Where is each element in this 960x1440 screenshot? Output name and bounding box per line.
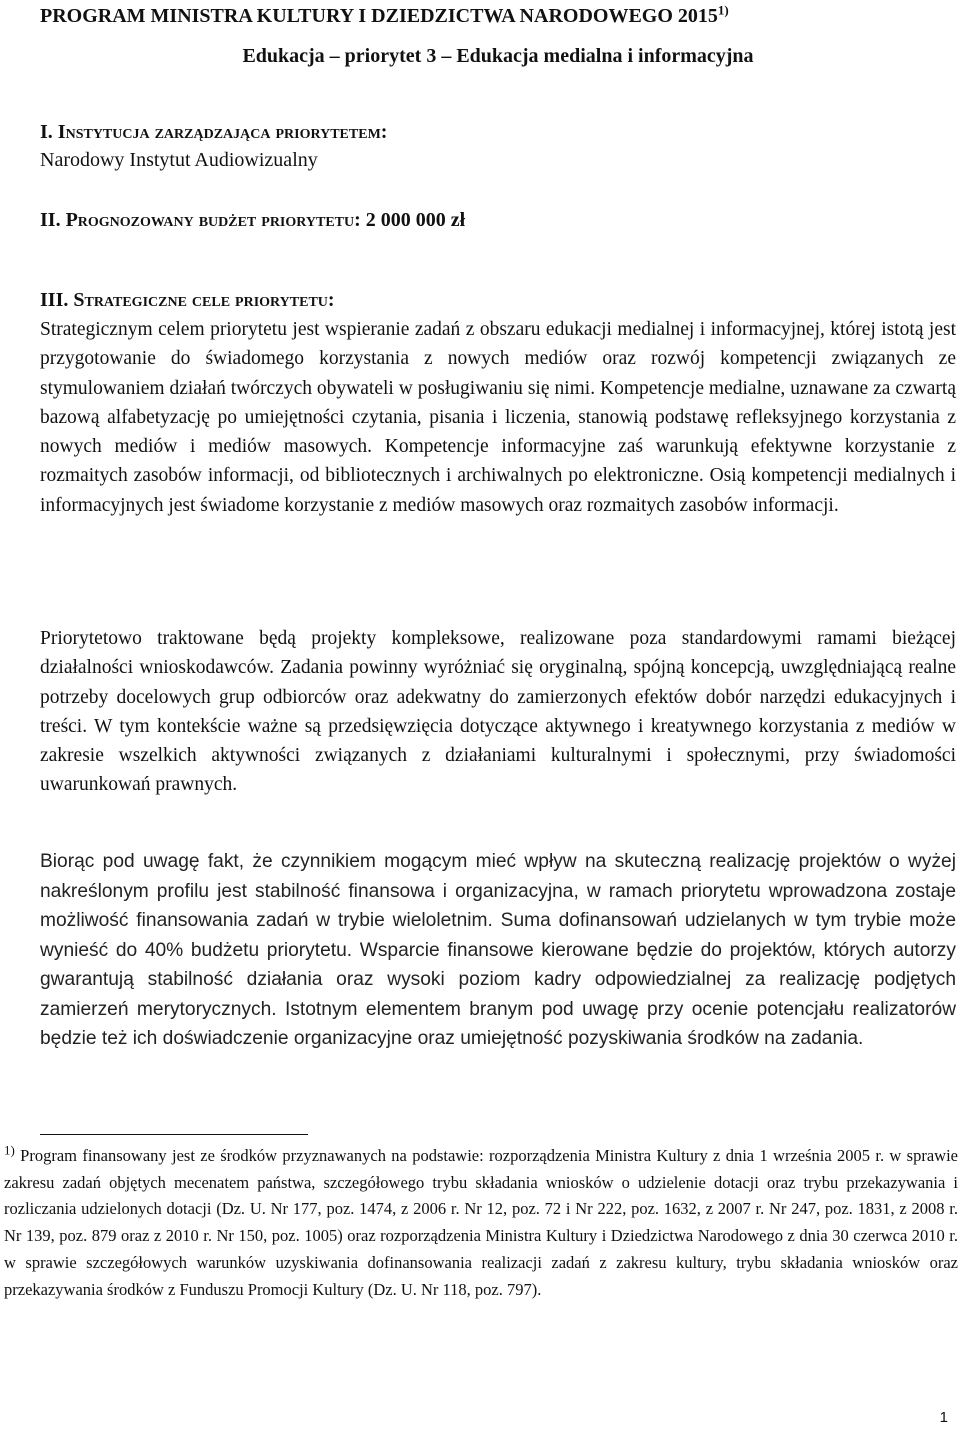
title-text: PROGRAM MINISTRA KULTURY I DZIEDZICTWA NARODOWEGO 2015 <box>40 5 718 27</box>
footnote-text: Program finansowany jest ze środków przyznawanych na podstawie: rozporządzenia Ministra Kultury z dnia 1 września 2005 r. w sprawie zakresu zadań objętych mecenatem państwa, szczegółowego trybu składania wniosków o udzielenie dotacji oraz trybu przekazywania i rozliczania udzielonych dotacji (Dz. U. Nr 177, poz. 1474, z 2006 r. Nr 12, poz. 72 i Nr 222, poz. 1632, z 2007 r. Nr 247, poz. 1831, z 2008 r. Nr 139, poz. 879 oraz z 2010 r. Nr 150, poz. 1005) oraz rozporządzenia Ministra Kultury i Dziedzictwa Narodowego z dnia 30 czerwca 2010 r. w sprawie szczegółowych warunków uzyskiwania dofinansowania realizacji zadań z zakresu kultury, trybu składania wniosków oraz przekazywania środków z Funduszu Promocji Kultury (Dz. U. Nr 118, poz. 797). <box>4 1146 958 1299</box>
section-2-title: Prognozowany budżet priorytetu: <box>65 209 366 231</box>
section-3-heading <box>40 286 335 314</box>
page-number: 1 <box>939 1409 948 1426</box>
paragraph-strategic-goal: Strategicznym celem priorytetu jest wspieranie zadań z obszaru edukacji medialnej i informacyjnej, której istotą jest przygotowanie do świadomego korzystania z nowych mediów oraz rozwój kompetencji związanych ze stymulowaniem działań twórczych obywateli w posługiwaniu się nimi. Kompetencje medialne, uznawane za czwartą bazową alfabetyzację po umiejętności czytania, pisania i liczenia, stanowią podstawę refleksyjnego korzystania z nowych mediów i mediów masowych. Kompetencje informacyjne zaś warunkują efektywne korzystanie z rozmaitych zasobów informacji, od bibliotecznych i archiwalnych po elektroniczne. Osią kompetencji medialnych i informacyjnych jest świadome korzystanie z mediów masowych oraz rozmaitych zasobów informacji. <box>40 319 956 516</box>
section-2-number: II. <box>40 209 66 231</box>
footnote-marker: 1) <box>4 1142 15 1158</box>
footnote-separator <box>40 1134 308 1135</box>
section-1-title: Instytucja zarządzająca priorytetem: <box>57 121 388 143</box>
section-3-title: Strategiczne cele priorytetu: <box>73 289 335 311</box>
paragraph-multiyear-funding: Biorąc pod uwagę fakt, że czynnikiem mogącym mieć wpływ na skuteczną realizację projektów o wyżej nakreślonym profilu jest stabilność finansowa i organizacyjna, w ramach priorytetu wprowadzona zostaje możliwość finansowania zadań w trybie wieloletnim. Suma dofinansowań udzielanych w tym trybie może wynieść do 40% budżetu priorytetu. Wsparcie finansowe kierowane będzie do projektów, których autorzy gwarantują stabilność działania oraz wysoki poziom kadry odpowiedzialnej za realizację podjętych zamierzeń merytorycznych. Istotnym elementem branym pod uwagę przy ocenie potencjału realizatorów będzie też ich doświadczenie organizacyjne oraz umiejętność pozyskiwania środków na zadania. <box>40 851 956 1049</box>
section-1-number: I. <box>40 121 58 143</box>
paragraph-priority-projects: Priorytetowo traktowane będą projekty kompleksowe, realizowane poza standardowymi ramami bieżącej działalności wnioskodawców. Zadania powinny wyróżniać się oryginalną, spójną koncepcją, uwzględniającą realne potrzeby docelowych grup odbiorców oraz adekwatny do zamierzonych efektów dobór narzędzi edukacyjnych i treści. W tym kontekście ważne są przedsięwzięcia dotyczące aktywnego i kreatywnego korzystania z mediów w zakresie wszelkich aktywności związanych z działaniami kulturalnymi i społecznymi, przy świadomości uwarunkowań prawnych. <box>40 628 956 796</box>
section-3-number: III. <box>40 289 74 311</box>
section-1-heading <box>40 118 387 146</box>
budget-amount: 2 000 000 zł <box>365 209 466 231</box>
section-2-heading <box>40 206 465 234</box>
document-title <box>40 2 956 30</box>
section-1-body: Narodowy Instytut Audiowizualny <box>40 149 318 171</box>
document-subtitle: Edukacja – priorytet 3 – Edukacja medialna i informacyjna <box>242 45 754 67</box>
footnote <box>4 1143 958 1303</box>
footnote-reference[interactable]: 1) <box>717 2 729 18</box>
